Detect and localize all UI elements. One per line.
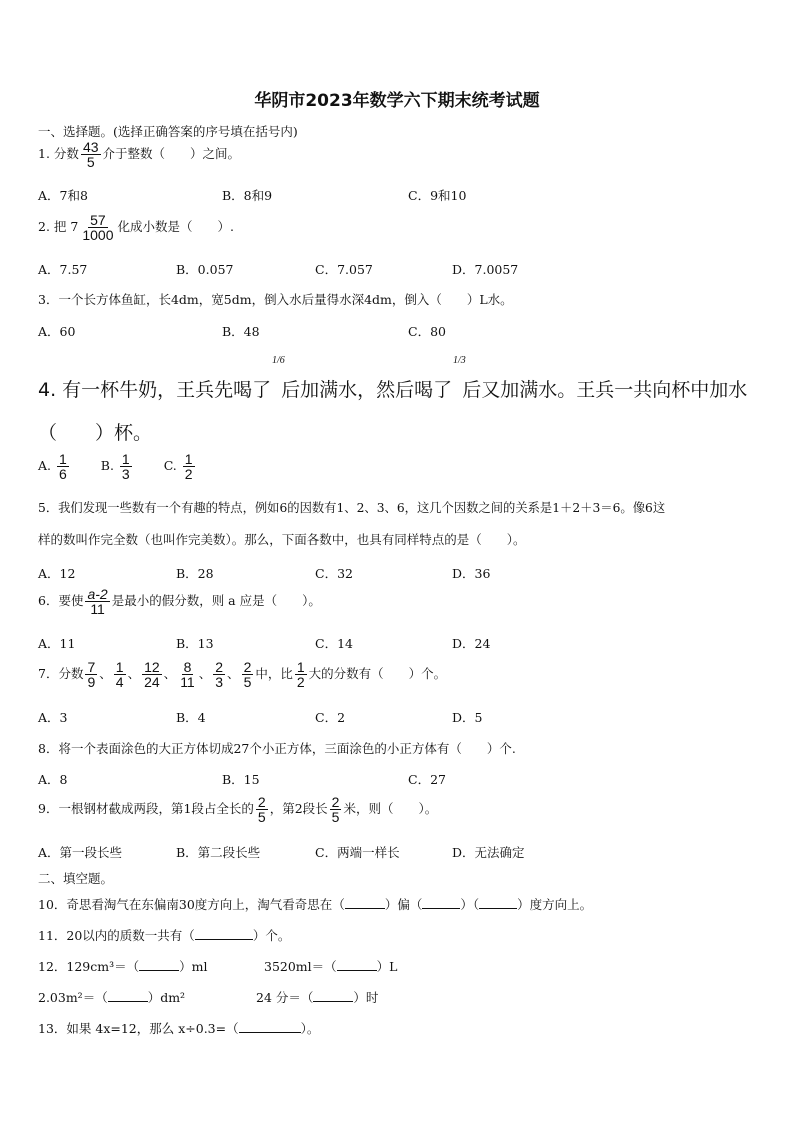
q9-mid: ，第2段长 — [269, 801, 328, 816]
q12-blank-3[interactable] — [108, 1001, 148, 1002]
question-3: 3．一个长方体鱼缸，长4dm，宽5dm，倒入水后量得水深4dm，倒入（ ）L水。 — [38, 292, 513, 307]
question-2 — [38, 213, 234, 242]
q12-item-1 — [38, 957, 208, 975]
q4-options — [38, 452, 197, 481]
q7-option-c: C．2 — [315, 710, 346, 725]
q3-option-a: A．60 — [38, 324, 76, 339]
q7-fraction-4: $\frac{8}{11}$ — [180, 659, 195, 690]
q11-part-a: 11．20以内的质数一共有（ — [38, 928, 195, 943]
q10-blank-1[interactable] — [345, 908, 385, 909]
q4-part3: 后又加满水。王兵一共向杯中加水 — [462, 379, 748, 401]
q8-option-b: B．15 — [222, 772, 260, 787]
q1-pre: 分数 — [53, 146, 79, 161]
q6-option-d: D．24 — [452, 636, 491, 651]
q1-option-c: C．9和10 — [408, 188, 467, 203]
q10-blank-2[interactable] — [422, 908, 460, 909]
q1-option-a: A．7和8 — [38, 188, 88, 203]
q6-option-c: C．14 — [315, 636, 353, 651]
q3-option-c: C．80 — [408, 324, 446, 339]
question-9 — [38, 795, 437, 824]
q4-inline-fraction-1: 1/6 — [272, 355, 285, 366]
q13-part-b: ）。 — [300, 1021, 320, 1036]
q9-pre: 一根钢材截成两段，第1段占全长的 — [58, 801, 254, 816]
q10-blank-3[interactable] — [479, 908, 517, 909]
q2-option-b: B．0.057 — [176, 262, 234, 277]
question-5-line1: 5．我们发现一些数有一个有趣的特点，例如6的因数有1、2、3、6，这几个因数之间的关系是1＋2＋3＝6。像6这 — [38, 501, 666, 515]
q4-line2: （ ）杯。 — [38, 422, 153, 444]
section-heading-choice: 一、选择题。(选择正确答案的序号填在括号内) — [38, 124, 298, 139]
q7-option-b: B．4 — [176, 710, 206, 725]
q12-item-1-pre: 12．129cm³＝（ — [38, 959, 140, 974]
section-heading-fill: 二、填空题。 — [38, 871, 114, 886]
q7-separator: 、 — [227, 666, 240, 681]
q5-option-d: D．36 — [452, 566, 491, 581]
q8-option-c: C．27 — [408, 772, 446, 787]
q6-pre: 要使 — [58, 593, 84, 608]
q11-blank[interactable] — [195, 939, 253, 940]
q11-part-b: ）个。 — [252, 928, 291, 943]
q7-option-d: D．5 — [452, 710, 483, 725]
q7-separator: 、 — [163, 666, 177, 681]
q1-fraction: $\frac{43}{5}$ — [82, 139, 99, 170]
q6-option-b: B．13 — [176, 636, 214, 651]
q10-part-c: ）（ — [460, 897, 480, 912]
q9-post: 米，则（ ）。 — [343, 801, 438, 816]
q7-fraction-6: $\frac{2}{5}$ — [243, 659, 252, 690]
q5-option-a: A．12 — [38, 566, 76, 581]
q13-part-a: 13．如果 4x=12，那么 x÷0.3=（ — [38, 1021, 239, 1036]
q4-option-b-label: B. — [100, 458, 114, 473]
q7-option-a: A．3 — [38, 710, 68, 725]
question-6 — [38, 587, 321, 616]
q6-option-a: A．11 — [38, 636, 76, 651]
question-11 — [38, 926, 290, 944]
q1-number: 1. — [38, 146, 50, 161]
q12-item-2-post: ）L — [376, 959, 398, 974]
q6-fraction: $\frac{a-2}{11}$ — [87, 586, 108, 617]
q12-item-2 — [264, 957, 397, 975]
q10-part-d: ）度方向上。 — [517, 897, 593, 912]
q13-blank[interactable] — [239, 1032, 301, 1033]
q1-option-b: B．8和9 — [222, 188, 273, 203]
q4-part1: 4. 有一杯牛奶，王兵先喝了 — [38, 379, 272, 401]
q9-fraction-1: $\frac{2}{5}$ — [257, 794, 266, 825]
q8-option-a: A．8 — [38, 772, 68, 787]
q7-fraction-3: $\frac{12}{24}$ — [144, 659, 160, 690]
q7-separator: 、 — [127, 666, 141, 681]
question-10 — [38, 895, 592, 913]
q9-option-d: D．无法确定 — [452, 845, 525, 860]
question-4 — [38, 375, 747, 402]
q6-number: 6． — [38, 593, 59, 608]
q4-option-a-label: A. — [38, 458, 52, 473]
q7-mid: 中，比 — [255, 666, 293, 681]
q2-fraction: $\frac{57}{1000}$ — [82, 212, 114, 243]
question-8: 8．将一个表面涂色的大正方体切成27个小正方体，三面涂色的小正方体有（ ）个. — [38, 741, 516, 756]
q12-blank-4[interactable] — [313, 1001, 353, 1002]
q4-option-c-fraction: $\frac{1}{2}$ — [184, 451, 193, 482]
q7-separator: 、 — [198, 666, 212, 681]
q10-part-a: 10．奇思看淘气在东偏南30度方向上，淘气看奇思在（ — [38, 897, 345, 912]
q9-fraction-2: $\frac{2}{5}$ — [331, 794, 340, 825]
q4-option-c-label: C. — [163, 458, 177, 473]
q9-number: 9． — [38, 801, 59, 816]
q12-blank-2[interactable] — [337, 970, 377, 971]
q12-item-3-pre: 2.03m²＝（ — [38, 990, 108, 1005]
q5-option-b: B．28 — [176, 566, 214, 581]
q12-item-1-post: ）ml — [179, 959, 208, 974]
q2-option-c: C．7.057 — [315, 262, 373, 277]
q2-option-a: A．7.57 — [38, 262, 88, 277]
q12-item-4 — [256, 988, 378, 1006]
q4-option-a-fraction: $\frac{1}{6}$ — [59, 451, 67, 482]
q6-post: 是最小的假分数，则 a 应是（ ）。 — [111, 593, 321, 608]
q12-item-2-pre: 3520ml＝（ — [264, 959, 337, 974]
q7-fraction-2: $\frac{1}{4}$ — [115, 659, 124, 690]
q2-number: 2. — [38, 219, 50, 234]
q7-separator: 、 — [99, 666, 112, 681]
q12-item-3 — [38, 988, 185, 1006]
q4-part2: 后加满水，然后喝了 — [281, 379, 453, 401]
q2-option-d: D．7.0057 — [452, 262, 519, 277]
q10-part-b: ）偏（ — [384, 897, 423, 912]
q7-post: 大的分数有（ ）个。 — [308, 666, 447, 681]
q9-option-b: B．第二段长些 — [176, 845, 261, 860]
q7-pre: 分数 — [58, 666, 84, 681]
q9-option-c: C．两端一样长 — [315, 845, 400, 860]
question-5-line2: 样的数叫作完全数（也叫作完美数）。那么，下面各数中，也具有同样特点的是（ ）。 — [38, 532, 526, 547]
q4-option-b-fraction: $\frac{1}{3}$ — [121, 451, 130, 482]
q9-option-a: A．第一段长些 — [38, 845, 123, 860]
page-title: 华阴市2023年数学六下期末统考试题 — [254, 91, 540, 111]
q5-option-c: C．32 — [315, 566, 353, 581]
question-7 — [38, 660, 446, 689]
q2-pre: 把 7 — [53, 219, 79, 234]
q12-blank-1[interactable] — [139, 970, 179, 971]
q7-fraction-1: $\frac{7}{9}$ — [87, 659, 96, 690]
q4-inline-fraction-2: 1/3 — [453, 355, 466, 366]
q7-reference-fraction: $\frac{1}{2}$ — [296, 659, 305, 690]
q12-item-4-post: ）时 — [353, 990, 379, 1005]
q3-option-b: B．48 — [222, 324, 260, 339]
question-13 — [38, 1019, 319, 1037]
q1-post: 介于整数（ ）之间。 — [102, 146, 241, 161]
q2-post: 化成小数是（ ）. — [117, 219, 234, 234]
q12-item-4-pre: 24 分＝（ — [256, 990, 314, 1005]
q7-fraction-5: $\frac{2}{3}$ — [215, 659, 224, 690]
q12-item-3-post: ）dm² — [147, 990, 186, 1005]
q7-number: 7． — [38, 666, 59, 681]
question-1 — [38, 140, 240, 169]
